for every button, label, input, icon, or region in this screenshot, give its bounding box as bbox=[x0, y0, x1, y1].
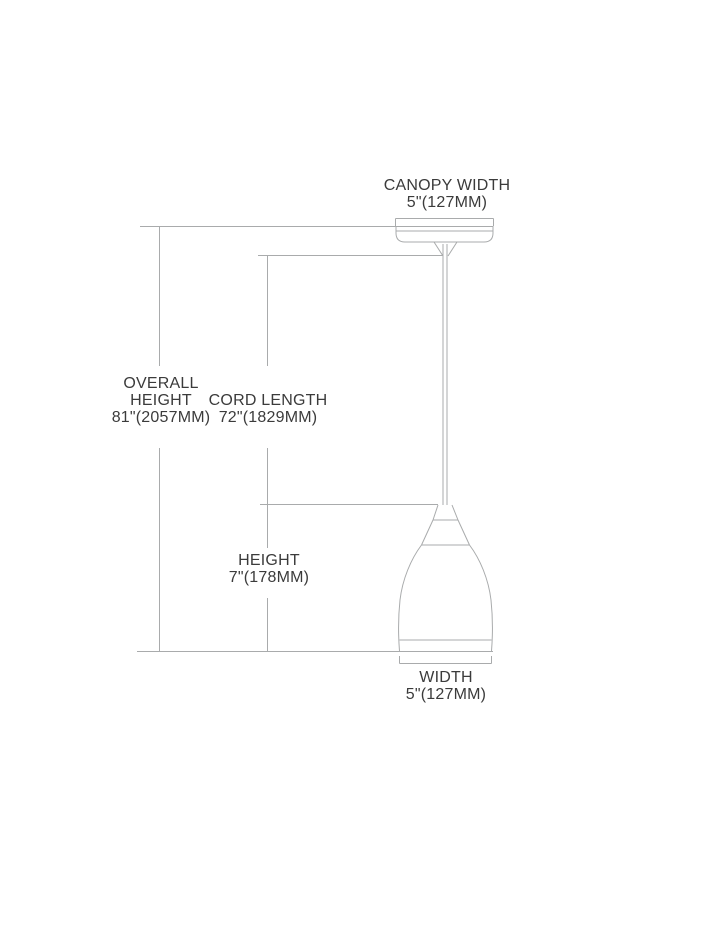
shade-width-label bbox=[406, 669, 486, 703]
shade-height-label bbox=[229, 552, 309, 586]
cord-lines bbox=[443, 244, 447, 505]
canopy-width-value: 5"(127MM) bbox=[406, 194, 488, 211]
canopy-width-dim-line bbox=[396, 219, 494, 227]
shade-body-right bbox=[470, 545, 493, 651]
shade-neck bbox=[433, 505, 458, 520]
canopy-outline bbox=[396, 227, 493, 243]
shade-width-value: 5"(127MM) bbox=[405, 686, 487, 703]
shade-height-value: 7"(178MM) bbox=[228, 569, 310, 586]
canopy-cone bbox=[434, 242, 457, 256]
cord-length-label-text: CORD LENGTH bbox=[208, 392, 328, 409]
fixture-outline bbox=[396, 227, 493, 652]
overall-height-label-line1: OVERALL bbox=[123, 375, 199, 392]
canopy-width-label-text: CANOPY WIDTH bbox=[383, 177, 511, 194]
overall-height-label-line2: HEIGHT bbox=[130, 392, 192, 409]
dimension-lines bbox=[137, 219, 494, 664]
overall-height-label bbox=[112, 375, 211, 426]
canopy-width-label bbox=[384, 177, 511, 211]
shade-width-dim-line bbox=[400, 656, 492, 664]
shade-body-left bbox=[399, 545, 422, 651]
cord-length-label bbox=[209, 392, 328, 426]
overall-height-value: 81"(2057MM) bbox=[111, 409, 211, 426]
cord-length-value: 72"(1829MM) bbox=[218, 409, 318, 426]
shade-height-label-text: HEIGHT bbox=[238, 552, 300, 569]
shade-width-label-text: WIDTH bbox=[419, 669, 473, 686]
shade-upper-cone bbox=[422, 520, 470, 545]
